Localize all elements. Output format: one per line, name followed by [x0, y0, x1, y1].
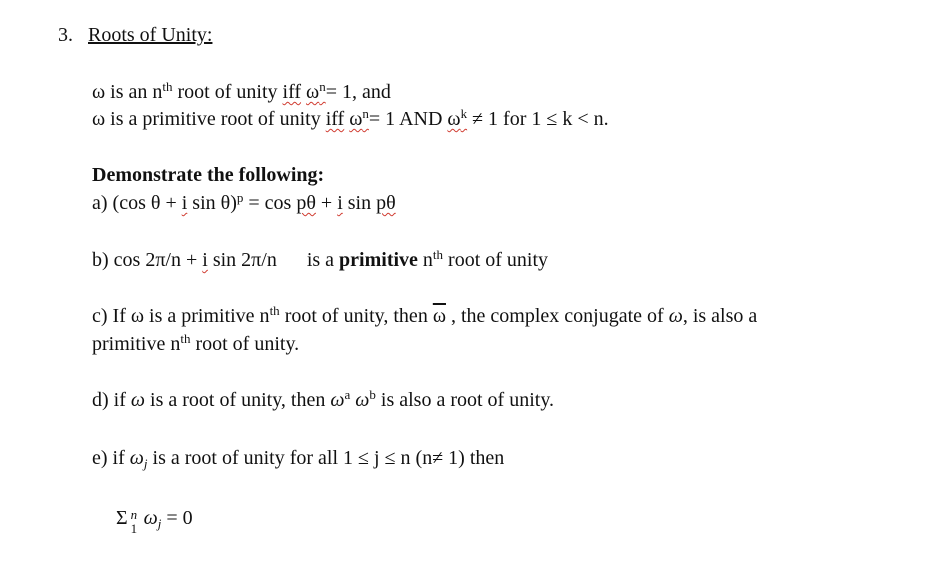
item-b-text-d: root of unity — [443, 249, 549, 271]
definition-line-1 — [92, 80, 391, 104]
item-d — [92, 388, 554, 412]
item-c-omega-bar: $\overline{\omega}$ — [432, 305, 446, 327]
def2-sup-k: k — [460, 106, 468, 121]
item-d-sup-b: b — [369, 387, 376, 402]
sum-upper-limit: n — [130, 507, 138, 522]
def2-omega: ω — [349, 108, 363, 130]
sum-omega: ω — [143, 507, 158, 529]
item-a — [92, 191, 396, 215]
item-c-line-1 — [92, 304, 757, 328]
item-b — [92, 248, 548, 272]
item-d-sup-a: a — [344, 387, 351, 402]
def1-sup-n: n — [319, 79, 326, 94]
item-e-omega: ω — [129, 447, 144, 469]
item-a-text-d: + — [315, 192, 338, 214]
item-d-omega2: ω — [355, 389, 370, 411]
item-a-ptheta1: pθ — [296, 192, 316, 214]
item-d-omega0: ω — [130, 389, 146, 411]
item-c-text-d: , is also a — [682, 305, 758, 327]
def2-text-d: ≠ 1 for 1 ≤ k < n. — [467, 108, 609, 130]
def1-iff: iff — [282, 81, 302, 103]
sigma-symbol: Σ — [116, 507, 128, 529]
item-c-sup-th: th — [269, 303, 280, 318]
definition-line-2 — [92, 107, 609, 131]
def2-omega-n — [349, 108, 369, 130]
item-e-text-a: e) if — [92, 447, 130, 469]
def2-text-c: = 1 AND — [368, 108, 448, 130]
item-b-sup-th: th — [432, 247, 444, 262]
item-b-primitive: primitive — [339, 249, 418, 271]
item-c-text-a: c) If ω is a primitive n — [92, 305, 270, 327]
item-a-i1: i — [181, 192, 188, 214]
item-c-omega: ω — [668, 305, 683, 327]
problem-heading — [58, 23, 212, 47]
item-d-text-a: d) if — [92, 389, 131, 411]
def2-sup-n: n — [362, 106, 369, 121]
item-b-text-c: n — [417, 249, 433, 271]
item-b-i: i — [202, 249, 208, 271]
item-d-text-mid: is a root of unity, then — [145, 389, 331, 411]
def1-text-c: = 1, and — [325, 81, 391, 103]
demonstrate-label: Demonstrate the following: — [92, 164, 325, 186]
def1-omega: ω — [306, 81, 320, 103]
item-e-sub-j: j — [143, 456, 148, 471]
item-a-sup-p: p — [236, 190, 244, 205]
def1-sup-th: th — [162, 79, 173, 94]
def1-omega-n — [306, 81, 326, 103]
item-c-text-c: , the complex conjugate of — [445, 305, 669, 327]
def1-text-b: root of unity — [172, 81, 283, 103]
item-c-sup-th2: th — [180, 331, 191, 346]
item-c-text-f: root of unity. — [190, 333, 300, 355]
item-b-text-b: sin 2π/n is a — [207, 249, 340, 271]
def2-text-a: ω is a primitive root of unity — [92, 108, 326, 130]
item-e-text-b: is a root of unity for all 1 ≤ j ≤ n (n≠ 1) then — [147, 447, 505, 469]
problem-number: 3. — [58, 24, 73, 46]
item-c-text-e: primitive n — [92, 333, 181, 355]
sum-equals-zero: = 0 — [161, 507, 193, 529]
def2-omega2: ω — [447, 108, 461, 130]
item-d-omega1: ω — [330, 389, 345, 411]
item-d-text-b: is also a root of unity. — [375, 389, 555, 411]
item-b-text-a: b) cos 2π/n + — [92, 249, 203, 271]
item-c-text-b: root of unity, then — [279, 305, 433, 327]
problem-title: Roots of Unity: — [88, 24, 213, 46]
sum-sub-j: j — [157, 516, 162, 531]
item-a-i2: i — [337, 192, 343, 214]
item-a-ptheta2: pθ — [376, 192, 396, 214]
sum-limits — [128, 506, 144, 536]
def1-text-a: ω is an n — [92, 81, 163, 103]
item-a-text-e: sin — [342, 192, 377, 214]
sum-formula — [116, 506, 193, 536]
def2-iff: iff — [325, 108, 345, 130]
item-a-text-b: sin θ) — [187, 192, 237, 214]
item-a-text-a: a) (cos θ + — [92, 192, 182, 214]
item-c-line-2 — [92, 332, 299, 356]
item-a-text-c: = cos — [243, 192, 297, 214]
item-e — [92, 446, 504, 470]
def2-omega-k — [447, 108, 467, 130]
sum-lower-limit: 1 — [130, 521, 138, 536]
